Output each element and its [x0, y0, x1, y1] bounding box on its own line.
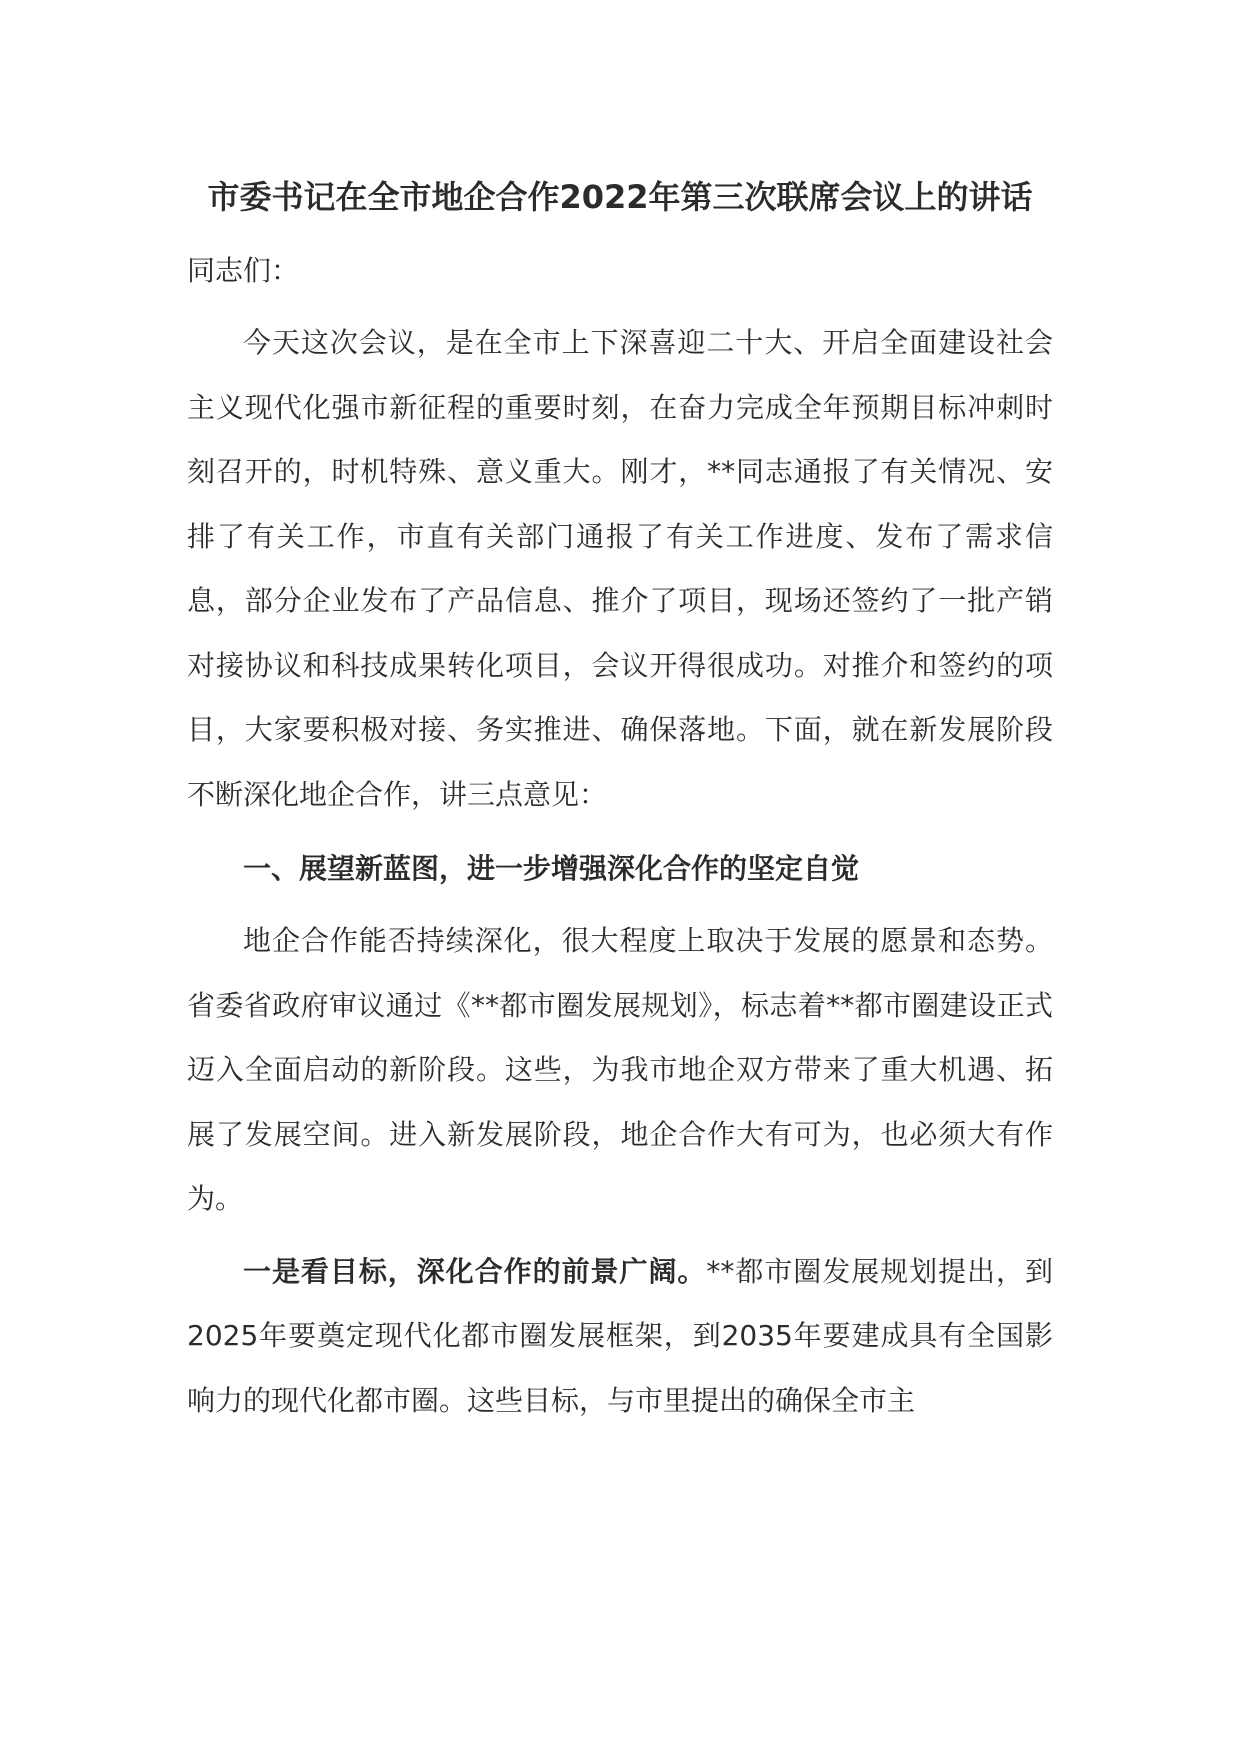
paragraph-vision: 地企合作能否持续深化，很大程度上取决于发展的愿景和态势。省委省政府审议通过《**都市圈发展规划》，标志着**都市圈建设正式迈入全面启动的新阶段。这些，为我市地企双方带来了重大机遇、拓展了发展空间。进入新发展阶段，地企合作大有可为，也必须大有作为。 [187, 924, 1053, 1215]
paragraph-goals-lead: 一是看目标，深化合作的前景广阔。 [243, 1254, 707, 1288]
document-body [187, 165, 1053, 1433]
section-heading-1: 一、展望新蓝图，进一步增强深化合作的坚定自觉 [243, 852, 860, 885]
paragraph-goals-body: **都市圈发展规划提出，到2025年要奠定现代化都市圈发展框架，到2035年要建成具有全国影响力的现代化都市圈。这些目标，与市里提出的确保全市主 [187, 1254, 1053, 1417]
document-title: 市委书记在全市地企合作2022年第三次联席会议上的讲话 [207, 178, 1033, 216]
paragraph-goals [187, 1240, 1053, 1434]
paragraph-intro: 今天这次会议，是在全市上下深喜迎二十大、开启全面建设社会主义现代化强市新征程的重要时刻，在奋力完成全年预期目标冲刺时刻召开的，时机特殊、意义重大。刚才，**同志通报了有关情况、安排了有关工作，市直有关部门通报了有关工作进度、发布了需求信息，部分企业发布了产品信息、推介了项目，现场还签约了一批产销对接协议和科技成果转化项目，会议开得很成功。对推介和签约的项目，大家要积极对接、务实推进、确保落地。下面，就在新发展阶段不断深化地企合作，讲三点意见： [187, 326, 1053, 811]
salutation: 同志们： [187, 254, 300, 287]
